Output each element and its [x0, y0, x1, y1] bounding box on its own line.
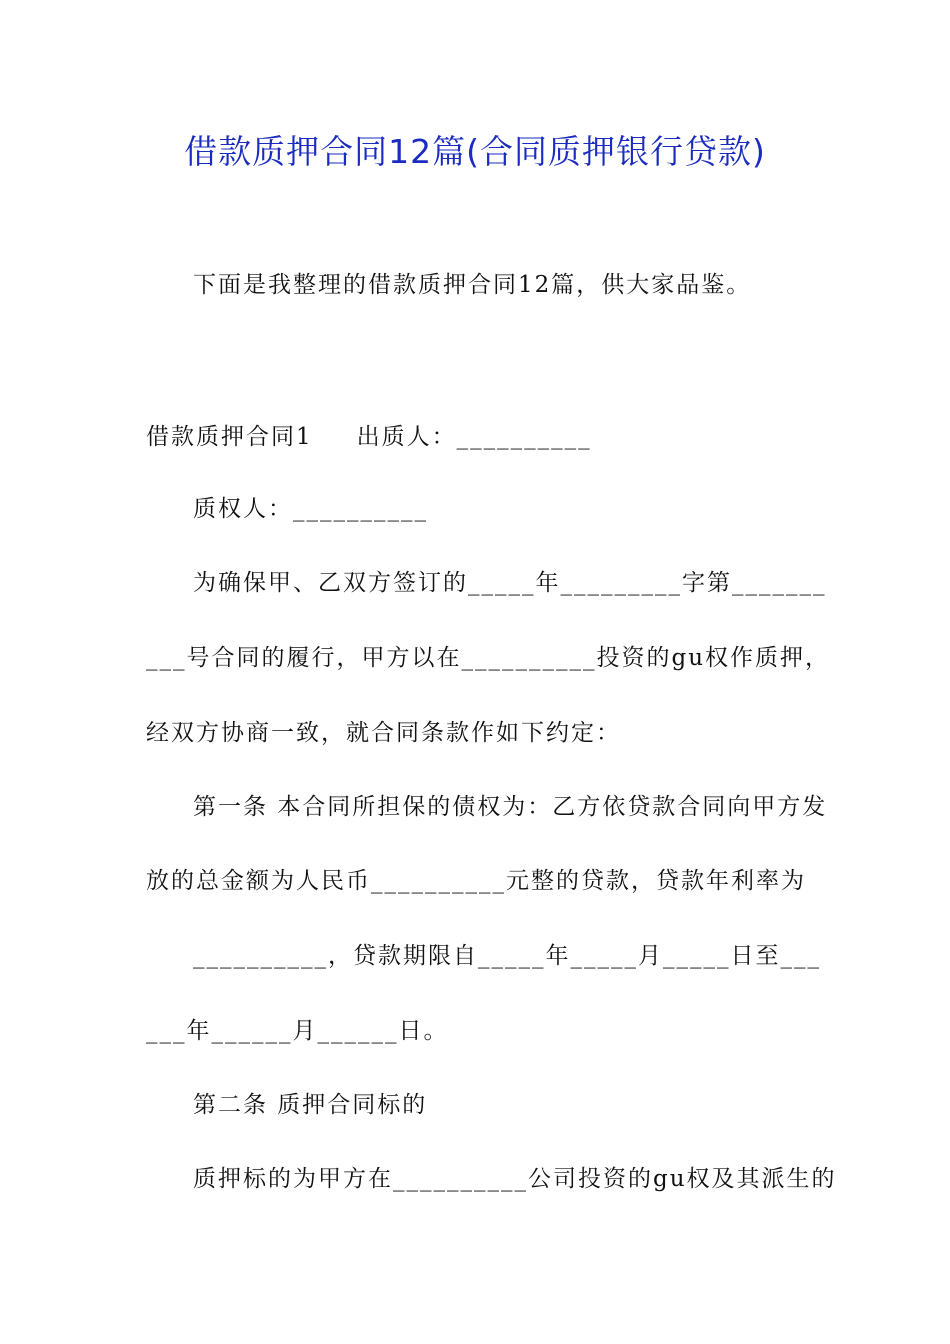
- article-2-heading: 第二条 质押合同标的: [193, 1092, 428, 1118]
- document-title: 借款质押合同12篇(合同质押银行贷款): [184, 132, 766, 171]
- article-1-line-2: 放的总金额为人民币__________元整的贷款，贷款年利率为: [146, 868, 806, 894]
- section-heading: 借款质押合同1: [146, 424, 313, 450]
- article-2-line-1: 质押标的为甲方在__________公司投资的gu权及其派生的: [193, 1166, 837, 1192]
- intro-paragraph: 下面是我整理的借款质押合同12篇，供大家品鉴。: [193, 272, 752, 298]
- paragraph-line-3: 经双方协商一致，就合同条款作如下约定：: [146, 720, 621, 746]
- article-1-line-4: ___年______月______日。: [146, 1018, 449, 1044]
- section-heading-line: [146, 420, 592, 454]
- pledgee-line: 质权人：__________: [193, 496, 428, 522]
- paragraph-line-1: 为确保甲、乙双方签订的_____年_________字第_______: [193, 570, 827, 596]
- article-1-line-3: __________，贷款期限自_____年_____月_____日至___: [193, 943, 821, 969]
- paragraph-line-2: ___号合同的履行，甲方以在__________投资的gu权作质押，: [146, 645, 831, 671]
- pledgor-line: 出质人：__________: [356, 424, 592, 450]
- article-1-line-1: 第一条 本合同所担保的债权为：乙方依贷款合同向甲方发: [193, 794, 828, 820]
